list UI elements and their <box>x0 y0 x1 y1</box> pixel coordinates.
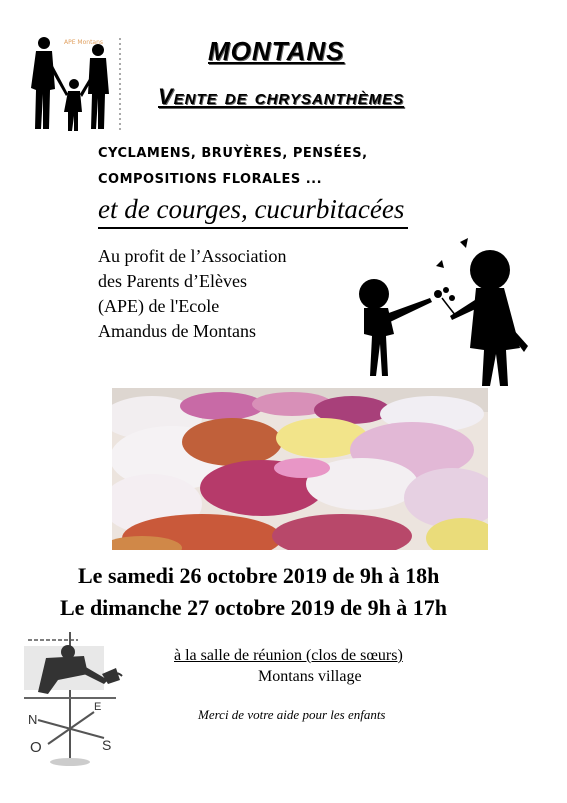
weathervane-icon <box>18 628 136 768</box>
compass-north-label: N <box>28 712 38 727</box>
beneficiary-line-3: (APE) de l'Ecole <box>98 296 220 316</box>
beneficiary-line-1: Au profit de l’Association <box>98 246 287 266</box>
logo-text: APE Montans <box>64 39 104 46</box>
products-line-2: COMPOSITIONS FLORALES ... <box>98 172 323 187</box>
thanks-text: Merci de votre aide pour les enfants <box>198 707 386 722</box>
compass-east-label: E <box>94 701 102 713</box>
date-sunday: Le dimanche 27 octobre 2019 de 9h à 17h <box>60 595 448 620</box>
products-line-1: CYCLAMENS, BRUYÈRES, PENSÉES, <box>98 146 368 161</box>
venue-text: à la salle de réunion (clos de sœurs) <box>174 647 403 664</box>
family-silhouette-logo <box>22 34 126 134</box>
courges-heading: et de courges, cucurbitacées <box>98 194 408 229</box>
page-title: MONTANS <box>208 36 345 66</box>
beneficiary-line-4: Amandus de Montans <box>98 321 256 341</box>
beneficiary-line-2: des Parents d’Elèves <box>98 271 247 291</box>
children-silhouette-illustration <box>352 236 542 388</box>
chrysanthemum-photo <box>112 388 488 550</box>
page-subtitle: Vente de chrysanthèmes <box>158 84 405 109</box>
village-text: Montans village <box>258 668 362 685</box>
date-saturday: Le samedi 26 octobre 2019 de 9h à 18h <box>78 563 440 588</box>
beneficiary-text <box>98 244 286 344</box>
compass-west-label: O <box>30 739 42 756</box>
compass-south-label: S <box>102 737 112 753</box>
